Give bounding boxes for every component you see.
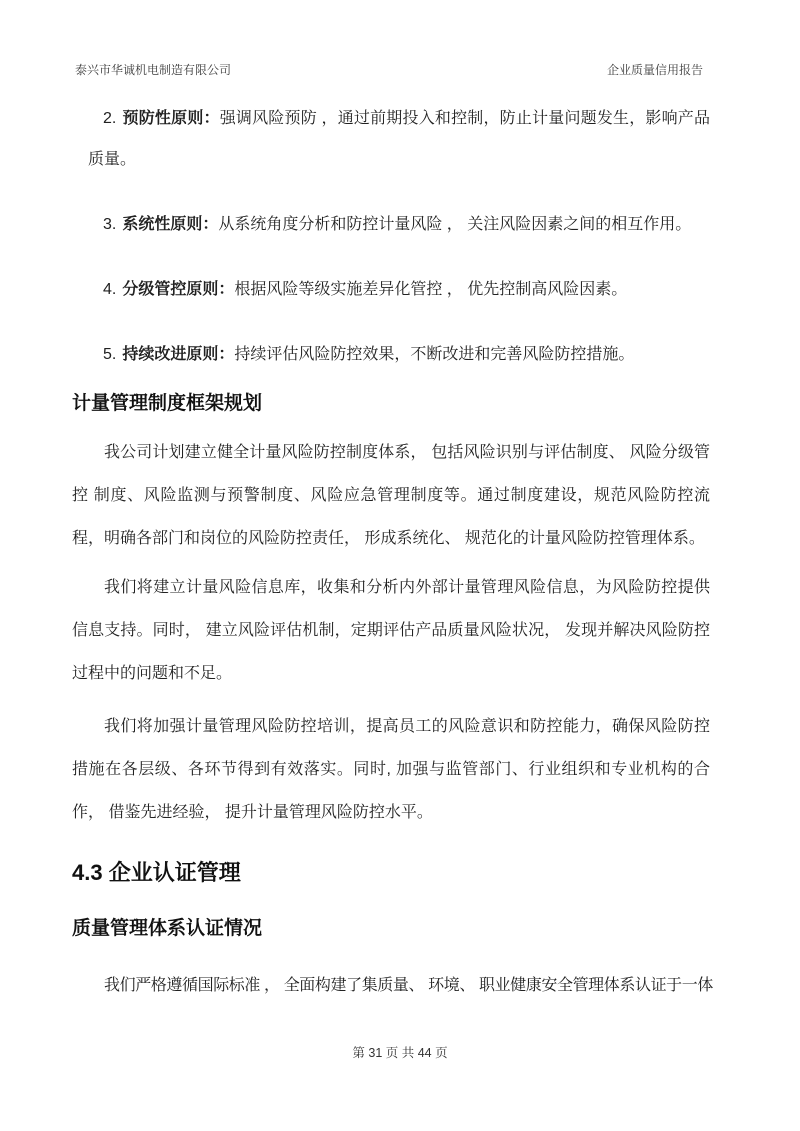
principle-number: 3.: [103, 215, 117, 233]
principle-label: 分级管控原则：: [122, 280, 235, 298]
principle-label: 持续改进原则：: [122, 345, 235, 363]
running-header: [0, 0, 800, 80]
page-number-footer: 第 31 页 共 44 页: [352, 1045, 448, 1060]
principle-number: 2.: [103, 109, 117, 127]
framework-paragraph-3: 我们将加强计量管理风险防控培训，提高员工的风险意识和防控能力，确保风险防控措施在各层级、各环节得到有效落实。同时, 加强与监管部门、行业组织和专业机构的合作， 借鉴先进经验， 提升计量管理风险防控水平。: [72, 717, 710, 821]
principle-number: 4.: [103, 280, 117, 298]
principle-number: 5.: [103, 345, 117, 363]
principle-label: 预防性原则：: [122, 109, 220, 127]
header-doc-title: 企业质量信用报告: [606, 63, 703, 77]
framework-section-heading: 计量管理制度框架规划: [72, 392, 263, 414]
principle-text: 根据风险等级实施差异化管控 ， 优先控制高风险因素。: [234, 280, 628, 298]
principle-item-3: [72, 204, 710, 245]
certification-subheading: 质量管理体系认证情况: [72, 917, 263, 939]
principle-text: 强调风险预防 ，通过前期投入和控制，防止计量问题发生，影响产品质量。: [88, 109, 710, 168]
principle-item-5: [72, 334, 710, 375]
principle-item-2: [72, 98, 710, 180]
principle-text: 从系统角度分析和防控计量风险 ， 关注风险因素之间的相互作用。: [218, 215, 692, 233]
principle-item-4: [72, 269, 710, 310]
framework-paragraph-2: 我们将建立计量风险信息库，收集和分析内外部计量管理风险信息，为风险防控提供信息支持。同时， 建立风险评估机制，定期评估产品质量风险状况， 发现并解决风险防控过程中的问题和不足。: [72, 578, 710, 682]
framework-paragraph-1: 我公司计划建立健全计量风险防控制度体系， 包括风险识别与评估制度、 风险分级管控 制度、风险监测与预警制度、风险应急管理制度等。通过制度建设，规范风险防控流程，明确各部门和岗位的风险防控责任， 形成系统化、 规范化的计量风险防控管理体系。: [72, 443, 710, 547]
certification-section-heading: 4.3 企业认证管理: [72, 859, 241, 885]
header-company-name: 泰兴市华诚机电制造有限公司: [75, 63, 232, 77]
certification-paragraph: 我们严格遵循国际标准 ， 全面构建了集质量、 环境、 职业健康安全管理体系认证于一体: [104, 976, 713, 994]
principle-text: 持续评估风险防控效果，不断改进和完善风险防控措施。: [234, 345, 635, 363]
principle-label: 系统性原则：: [122, 215, 219, 233]
